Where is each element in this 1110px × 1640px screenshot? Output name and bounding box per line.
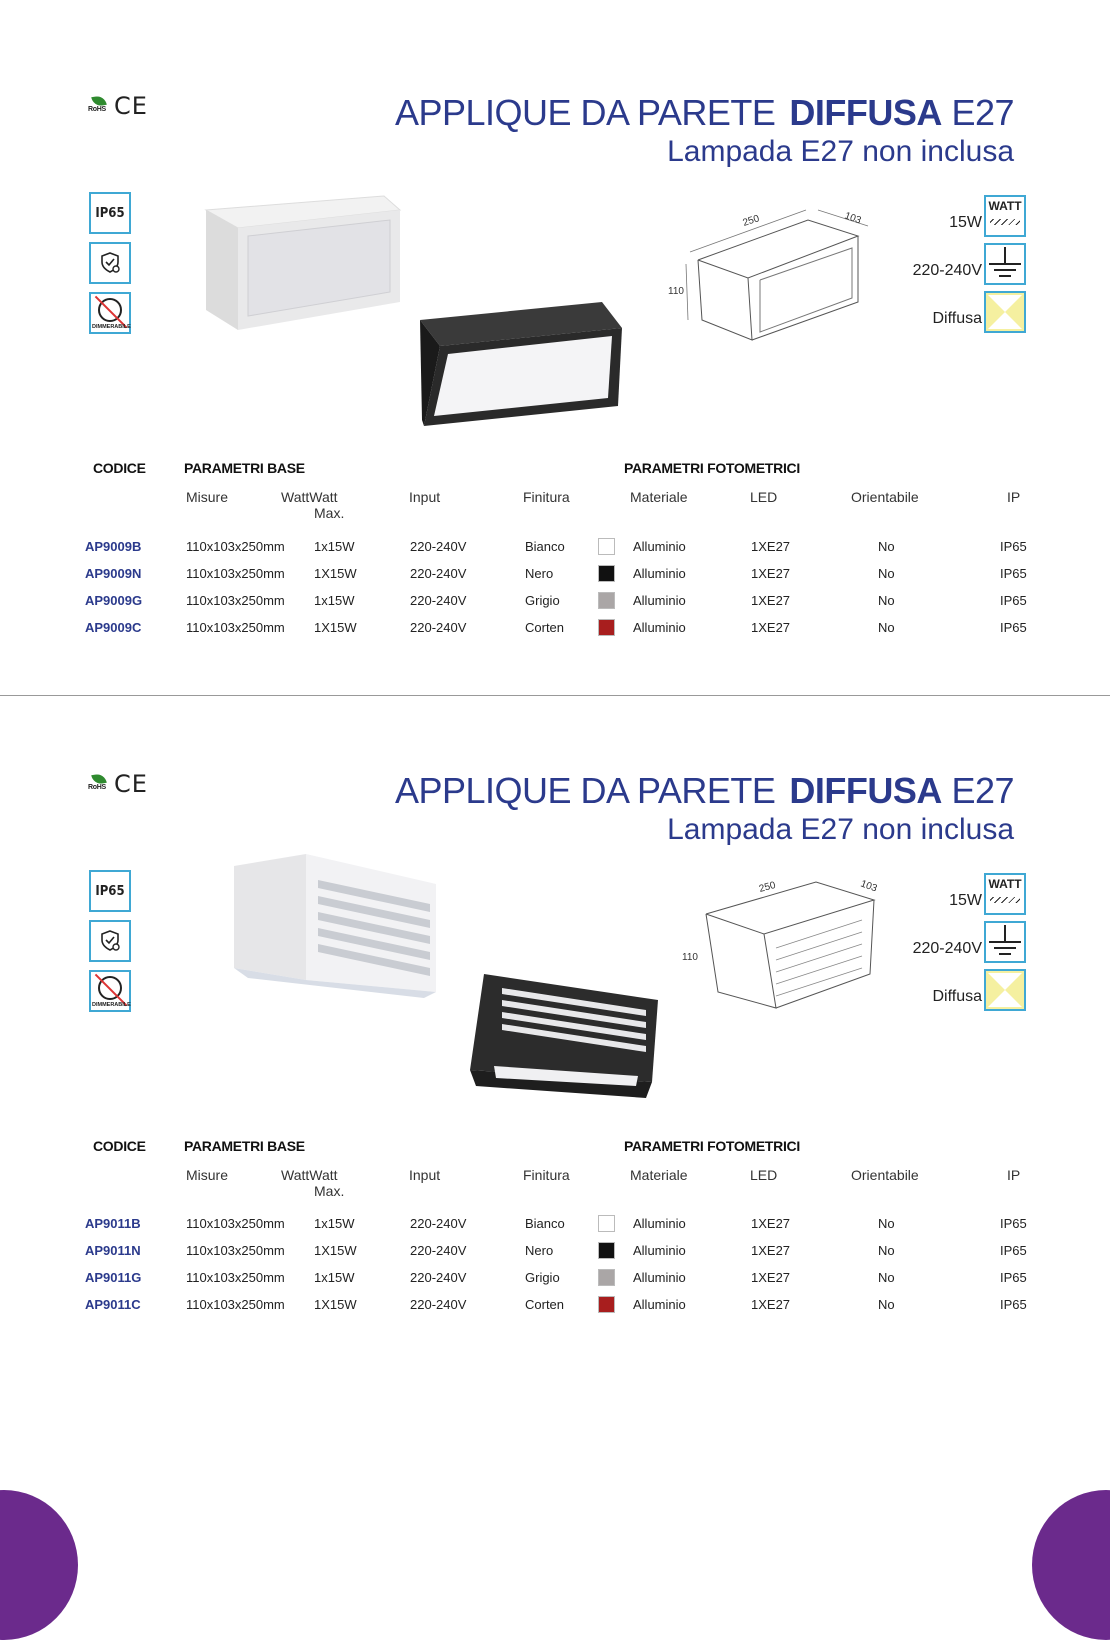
row-led: 1XE27 <box>751 1216 791 1231</box>
col-orientabile: Orientabile <box>851 1167 919 1183</box>
dim-height: 110 <box>682 952 698 963</box>
section-divider <box>0 695 1110 696</box>
row-materiale: Alluminio <box>633 1243 686 1258</box>
row-materiale: Alluminio <box>633 566 686 581</box>
table-row <box>0 593 1110 617</box>
row-watt: 1x15W <box>314 593 355 608</box>
title-subtitle: Lampada E27 non inclusa <box>667 813 1014 846</box>
row-ip: IP65 <box>1000 1297 1027 1312</box>
row-orientabile: No <box>878 539 895 554</box>
row-finitura: Nero <box>525 566 554 581</box>
row-watt: 1x15W <box>314 539 355 554</box>
col-materiale: Materiale <box>630 489 688 505</box>
row-misure: 110x103x250mm <box>186 1270 285 1285</box>
row-misure: 110x103x250mm <box>186 1297 285 1312</box>
technical-drawing <box>668 200 878 350</box>
color-swatch <box>598 1296 615 1313</box>
row-finitura: Corten <box>525 1297 565 1312</box>
row-watt: 1X15W <box>314 1243 357 1258</box>
dim-length: 250 <box>741 213 761 229</box>
title-subtitle: Lampada E27 non inclusa <box>667 135 1014 168</box>
header-base: PARAMETRI BASE <box>184 1138 305 1154</box>
dim-depth: 103 <box>842 210 863 227</box>
row-orientabile: No <box>878 1270 895 1285</box>
row-watt: 1x15W <box>314 1216 355 1231</box>
row-finitura: Grigio <box>525 593 560 608</box>
dim-depth: 103 <box>858 878 879 895</box>
row-input: 220-240V <box>410 593 467 608</box>
row-code: AP9011G <box>85 1270 142 1285</box>
corner-decoration-right <box>1032 1490 1110 1640</box>
color-swatch <box>598 538 615 555</box>
ce-icon: CE <box>114 92 148 120</box>
spec-watt: 15W <box>949 892 982 909</box>
spec-voltage: 220-240V <box>912 940 982 957</box>
row-materiale: Alluminio <box>633 1297 686 1312</box>
row-input: 220-240V <box>410 566 467 581</box>
row-watt: 1X15W <box>314 566 357 581</box>
row-code: AP9009C <box>85 620 142 635</box>
color-swatch <box>598 1269 615 1286</box>
row-materiale: Alluminio <box>633 1270 686 1285</box>
col-ip: IP <box>1007 1167 1021 1183</box>
col-input: Input <box>409 489 441 505</box>
ground-icon <box>984 243 1026 285</box>
col-led: LED <box>750 489 778 505</box>
color-swatch <box>598 592 615 609</box>
col-watt-max: Max. <box>314 1183 345 1199</box>
header-base: PARAMETRI BASE <box>184 460 305 476</box>
title-bold: DIFFUSA <box>789 770 942 811</box>
ce-icon: CE <box>114 770 148 798</box>
row-code: AP9009N <box>85 566 142 581</box>
col-ip: IP <box>1007 489 1021 505</box>
spec-voltage: 220-240V <box>912 262 982 279</box>
col-finitura: Finitura <box>523 1167 570 1183</box>
row-orientabile: No <box>878 1216 895 1231</box>
col-watt-max: Max. <box>314 505 345 521</box>
row-materiale: Alluminio <box>633 1216 686 1231</box>
product-title <box>395 92 1014 170</box>
lamp-photo-black <box>418 300 624 430</box>
rohs-icon: RoHS <box>88 774 110 794</box>
col-misure: Misure <box>186 1167 229 1183</box>
lamp-photo-white-louvre <box>228 852 440 1002</box>
row-misure: 110x103x250mm <box>186 1243 285 1258</box>
table-row <box>0 1270 1110 1294</box>
row-orientabile: No <box>878 566 895 581</box>
row-input: 220-240V <box>410 1216 467 1231</box>
table-row <box>0 1243 1110 1267</box>
row-misure: 110x103x250mm <box>186 566 285 581</box>
spec-watt: 15W <box>949 214 982 231</box>
row-ip: IP65 <box>1000 566 1027 581</box>
row-code: AP9009B <box>85 539 142 554</box>
ground-icon <box>984 921 1026 963</box>
ip65-icon: IP65 <box>89 192 131 234</box>
header-codice: CODICE <box>93 1138 146 1154</box>
table-row <box>0 1297 1110 1321</box>
row-ip: IP65 <box>1000 620 1027 635</box>
title-main: APPLIQUE DA PARETE <box>394 770 776 811</box>
row-led: 1XE27 <box>751 566 791 581</box>
header-codice: CODICE <box>93 460 146 476</box>
row-input: 220-240V <box>410 620 467 635</box>
color-swatch <box>598 565 615 582</box>
col-misure: Misure <box>186 489 229 505</box>
row-code: AP9009G <box>85 593 143 608</box>
row-code: AP9011N <box>85 1243 141 1258</box>
row-misure: 110x103x250mm <box>186 620 285 635</box>
row-ip: IP65 <box>1000 593 1027 608</box>
row-code: AP9011C <box>85 1297 141 1312</box>
not-dimmable-icon: DIMMERABILE <box>89 292 131 334</box>
header-foto: PARAMETRI FOTOMETRICI <box>624 1138 800 1154</box>
spec-light: Diffusa <box>932 988 982 1005</box>
lamp-photo-white <box>198 192 404 334</box>
row-ip: IP65 <box>1000 1243 1027 1258</box>
row-ip: IP65 <box>1000 1216 1027 1231</box>
row-watt: 1x15W <box>314 1270 355 1285</box>
row-code: AP9011B <box>85 1216 141 1231</box>
watt-icon: WATT <box>984 195 1026 237</box>
rohs-icon: RoHS <box>88 96 110 116</box>
row-led: 1XE27 <box>751 620 791 635</box>
row-input: 220-240V <box>410 1270 467 1285</box>
col-led: LED <box>750 1167 778 1183</box>
not-dimmable-icon: DIMMERABILE <box>89 970 131 1012</box>
col-finitura: Finitura <box>523 489 570 505</box>
technical-drawing <box>680 874 890 1014</box>
color-swatch <box>598 619 615 636</box>
row-led: 1XE27 <box>751 1270 791 1285</box>
row-watt: 1X15W <box>314 1297 357 1312</box>
table-row <box>0 566 1110 590</box>
feature-badges <box>89 870 131 1020</box>
row-led: 1XE27 <box>751 539 791 554</box>
row-orientabile: No <box>878 620 895 635</box>
row-led: 1XE27 <box>751 1297 791 1312</box>
title-suffix: E27 <box>951 770 1014 811</box>
row-materiale: Alluminio <box>633 539 686 554</box>
row-ip: IP65 <box>1000 1270 1027 1285</box>
color-swatch <box>598 1242 615 1259</box>
spec-icons <box>913 870 1026 1014</box>
row-ip: IP65 <box>1000 539 1027 554</box>
row-orientabile: No <box>878 1297 895 1312</box>
row-misure: 110x103x250mm <box>186 1216 285 1231</box>
row-materiale: Alluminio <box>633 593 686 608</box>
row-watt: 1X15W <box>314 620 357 635</box>
col-orientabile: Orientabile <box>851 489 919 505</box>
row-input: 220-240V <box>410 539 467 554</box>
hourglass-icon <box>984 969 1026 1011</box>
lamp-photo-black-louvre <box>466 972 662 1100</box>
row-misure: 110x103x250mm <box>186 539 285 554</box>
table-row <box>0 539 1110 563</box>
shield-gear-icon <box>89 920 131 962</box>
watt-icon: WATT <box>984 873 1026 915</box>
row-finitura: Bianco <box>525 1216 565 1231</box>
row-finitura: Nero <box>525 1243 554 1258</box>
title-bold: DIFFUSA <box>789 92 942 133</box>
corner-decoration-left <box>0 1490 78 1640</box>
color-swatch <box>598 1215 615 1232</box>
title-main: APPLIQUE DA PARETE <box>394 92 776 133</box>
spec-icons <box>913 192 1026 336</box>
dim-height: 110 <box>668 286 684 297</box>
row-finitura: Corten <box>525 620 565 635</box>
hourglass-icon <box>984 291 1026 333</box>
row-finitura: Grigio <box>525 1270 560 1285</box>
feature-badges <box>89 192 131 342</box>
title-suffix: E27 <box>951 92 1014 133</box>
certifications <box>88 772 148 796</box>
row-finitura: Bianco <box>525 539 565 554</box>
product-title <box>395 770 1014 848</box>
header-foto: PARAMETRI FOTOMETRICI <box>624 460 800 476</box>
certifications <box>88 94 148 118</box>
row-misure: 110x103x250mm <box>186 593 285 608</box>
col-input: Input <box>409 1167 441 1183</box>
ip65-icon: IP65 <box>89 870 131 912</box>
row-led: 1XE27 <box>751 1243 791 1258</box>
table-row <box>0 1216 1110 1240</box>
dim-length: 250 <box>757 879 777 895</box>
row-input: 220-240V <box>410 1243 467 1258</box>
col-watt: WattWatt <box>281 489 338 505</box>
row-orientabile: No <box>878 1243 895 1258</box>
col-materiale: Materiale <box>630 1167 688 1183</box>
row-materiale: Alluminio <box>633 620 686 635</box>
row-input: 220-240V <box>410 1297 467 1312</box>
table-row <box>0 620 1110 644</box>
row-led: 1XE27 <box>751 593 791 608</box>
spec-light: Diffusa <box>932 310 982 327</box>
col-watt: WattWatt <box>281 1167 338 1183</box>
row-orientabile: No <box>878 593 895 608</box>
shield-gear-icon <box>89 242 131 284</box>
